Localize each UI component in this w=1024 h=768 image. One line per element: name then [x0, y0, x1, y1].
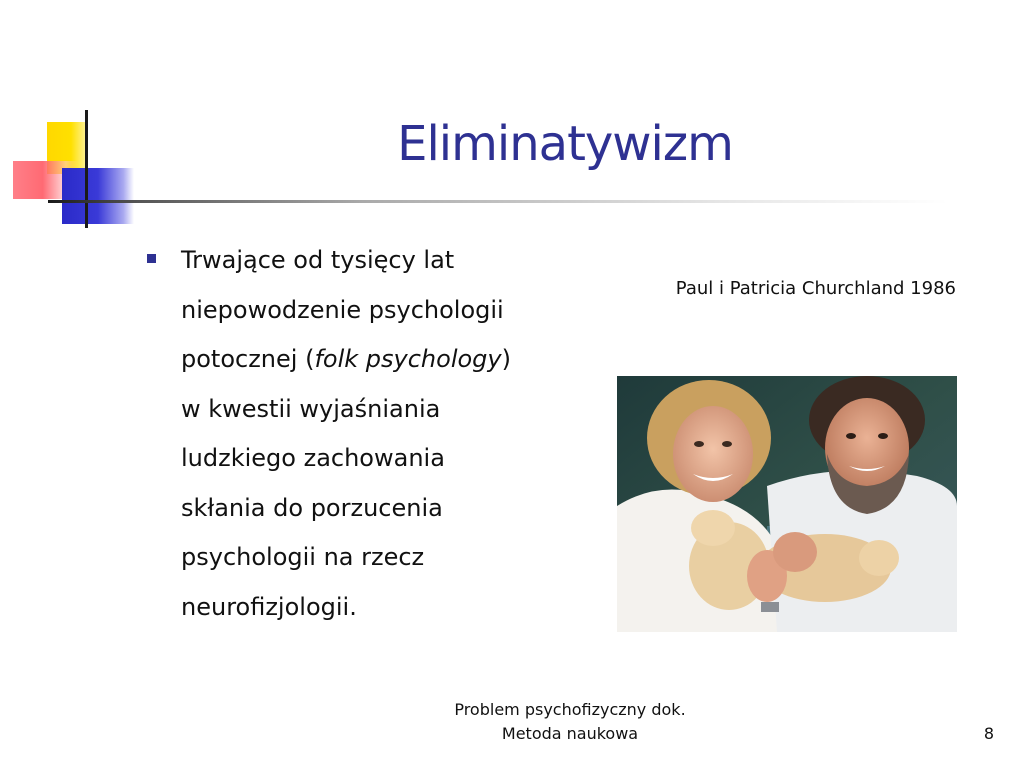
- logo-blue-square: [62, 168, 134, 224]
- italic-close-paren: ): [501, 345, 511, 373]
- photo-illustration: [617, 376, 957, 632]
- footer-line-2: Metoda naukowa: [501, 724, 639, 743]
- bullet-line-2: niepowodzenie psychologii: [181, 295, 504, 324]
- bullet-line-4: w kwestii wyjaśniania: [181, 394, 441, 423]
- title-underline: [48, 200, 948, 203]
- bullet-line-1: Trwające od tysięcy lat: [181, 246, 455, 274]
- footer-line-1: Problem psychofizyczny dok.: [454, 700, 686, 719]
- bullet-line-8: neurofizjologii.: [181, 592, 357, 621]
- page-number: 8: [983, 724, 994, 743]
- bullet-square-icon: [147, 254, 156, 263]
- bullet-line-3-text: potocznej (: [181, 345, 315, 373]
- bullet-line-6: skłania do porzucenia: [181, 493, 443, 522]
- photo-caption: Paul i Patricia Churchland 1986: [675, 278, 956, 299]
- footer: [420, 698, 720, 746]
- slide-title: Eliminatywizm: [397, 116, 733, 172]
- bullet-text: [181, 236, 581, 632]
- bullet-line-5: ludzkiego zachowania: [181, 444, 445, 472]
- italic-term: folk psychology: [314, 345, 502, 373]
- bullet-line-3: [181, 335, 581, 385]
- logo-vertical-line: [85, 110, 88, 228]
- churchland-photo: [617, 376, 957, 632]
- bullet-line-7: psychologii na rzecz: [181, 543, 425, 571]
